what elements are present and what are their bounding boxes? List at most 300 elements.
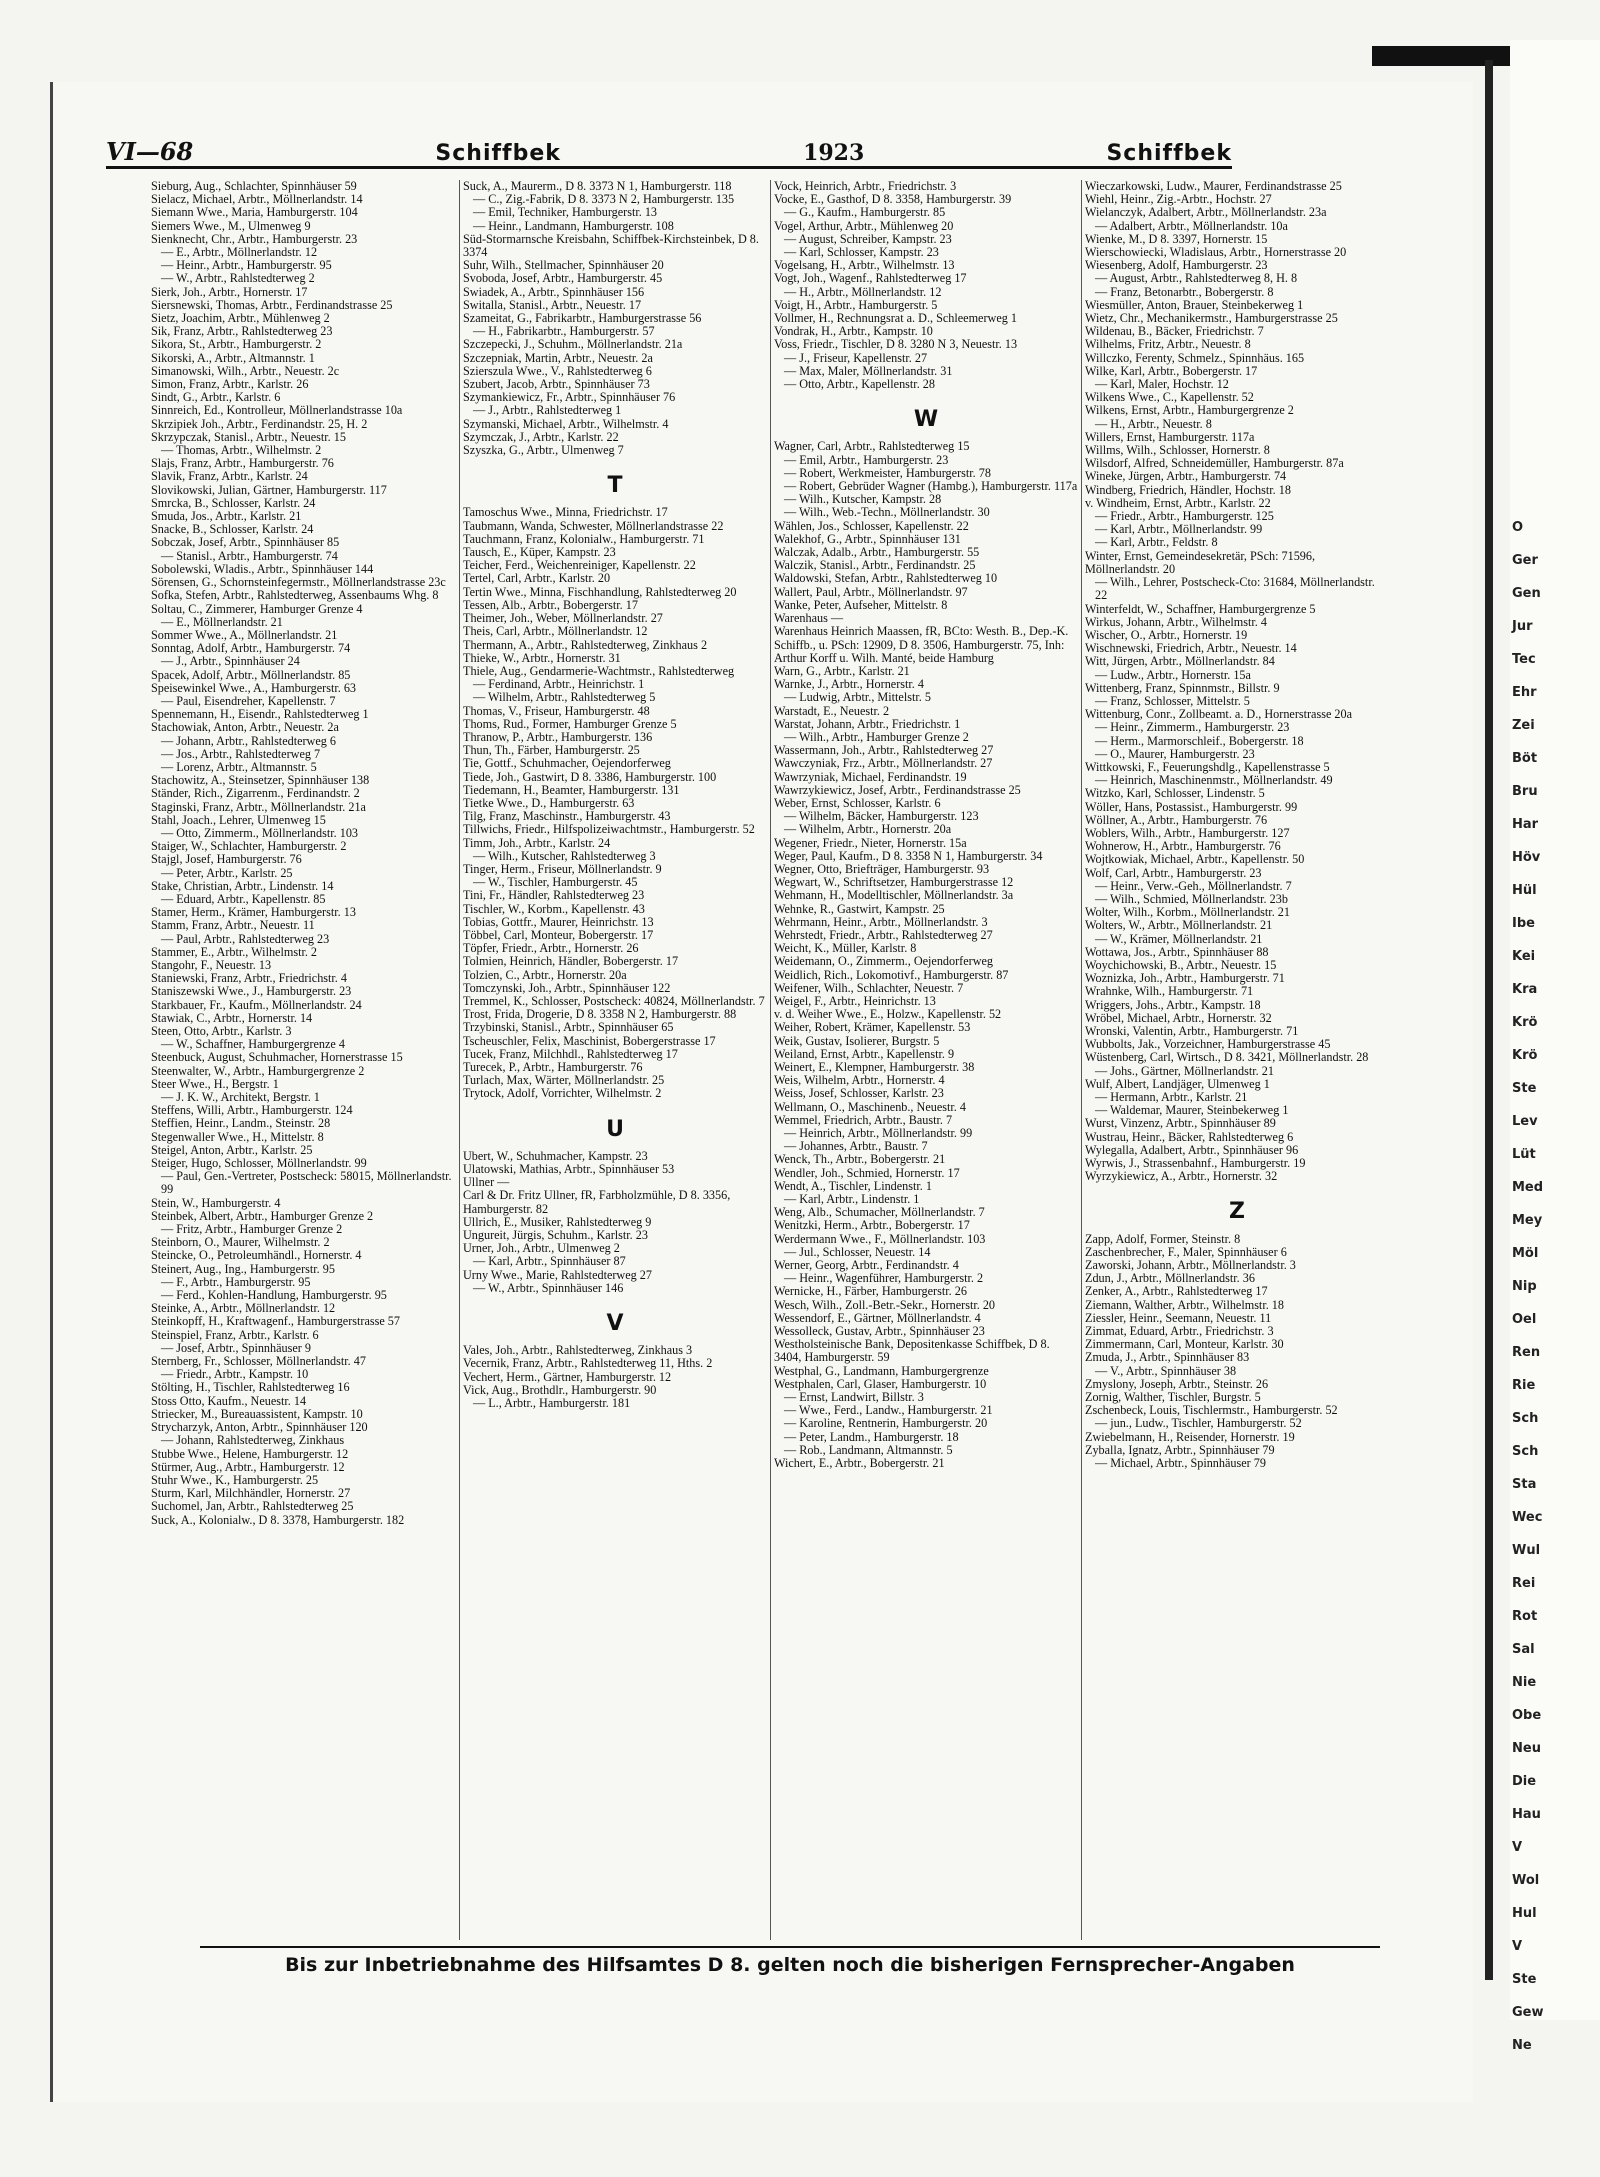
directory-entry: — Thomas, Arbtr., Wilhelmstr. 2 xyxy=(161,443,322,458)
directory-entry: — Heinrich, Maschinenmstr., Möllnerlandstr. 49 xyxy=(1095,773,1333,788)
margin-word: Tec xyxy=(1512,652,1536,667)
directory-entry: Tobias, Gottfr., Maurer, Heinrichstr. 13 xyxy=(463,914,654,929)
directory-entry: Taubmann, Wanda, Schwester, Möllnerlandstrasse 22 xyxy=(463,518,724,533)
directory-entry: Wronski, Valentin, Arbtr., Hamburgerstr. 71 xyxy=(1085,1024,1299,1038)
directory-entry: Szymankiewicz, Fr., Arbtr., Spinnhäuser 76 xyxy=(463,390,676,405)
directory-entry: Speisewinkel Wwe., A., Hamburgerstr. 63 xyxy=(151,680,357,695)
directory-entry: Wyrzykiewicz, A., Arbtr., Hornerstr. 32 xyxy=(1085,1169,1278,1184)
directory-entry: — Heinr., Zimmerm., Hamburgerstr. 23 xyxy=(1095,720,1290,735)
directory-entry: Wildenau, B., Bäcker, Friedrichstr. 7 xyxy=(1085,324,1264,339)
margin-word: Lev xyxy=(1512,1114,1538,1129)
directory-entry: — Wilh., Kutscher, Rahlstedterweg 3 xyxy=(473,848,656,863)
directory-entry: Stoss Otto, Kaufm., Neuestr. 14 xyxy=(151,1393,307,1408)
directory-entry: Steigel, Anton, Arbtr., Karlstr. 25 xyxy=(151,1142,313,1157)
directory-entry: — H., Arbtr., Neuestr. 8 xyxy=(1095,416,1212,431)
directory-entry: — W., Schaffner, Hamburgergrenze 4 xyxy=(161,1037,345,1052)
directory-entry: Ständer, Rich., Zigarrenm., Ferdinandstr. 2 xyxy=(151,786,360,801)
directory-entry: Weidemann, O., Zimmerm., Oejendorferweg xyxy=(774,954,993,969)
directory-entry: Vocke, E., Gasthof, D 8. 3358, Hamburgerstr. 39 xyxy=(774,192,1012,207)
directory-entry: Steenwalter, W., Arbtr., Hamburgergrenze 2 xyxy=(151,1063,365,1078)
directory-entry: Zaschenbrecher, F., Maler, Spinnhäuser 6 xyxy=(1085,1244,1287,1259)
directory-entry: Tremmel, K., Schlosser, Postscheck: 40824, Möllnerlandstr. 7 xyxy=(463,993,765,1008)
directory-entry: Sonntag, Adolf, Arbtr., Hamburgerstr. 74 xyxy=(151,641,351,656)
directory-entry: Svoboda, Josef, Arbtr., Hamburgerstr. 45 xyxy=(463,271,663,286)
directory-entry: Weinert, E., Klempner, Hamburgerstr. 38 xyxy=(774,1060,975,1074)
directory-entry: Theimer, Joh., Weber, Möllnerlandstr. 27 xyxy=(463,611,663,626)
section-letter: V xyxy=(606,1311,624,1337)
directory-entry: — E., Möllnerlandstr. 21 xyxy=(161,614,283,629)
directory-entry: Willers, Ernst, Hamburgerstr. 117a xyxy=(1085,429,1255,444)
header-town-left: Schiffbek xyxy=(435,141,561,166)
directory-entry: Tillwichs, Friedr., Hilfspolizeiwachtmstr., Hamburgerstr. 52 xyxy=(463,822,755,837)
margin-word: Oel xyxy=(1512,1312,1537,1327)
directory-entry: Stachowiak, Anton, Arbtr., Neuestr. 2a xyxy=(151,720,339,735)
margin-word: Höv xyxy=(1512,850,1541,865)
directory-entry: Steenbuck, August, Schuhmacher, Hornerstrasse 15 xyxy=(151,1050,403,1065)
directory-entry: Wessolleck, Gustav, Arbtr., Spinnhäuser 23 xyxy=(774,1324,985,1339)
directory-entry: — Wilh., Web.-Techn., Möllnerlandstr. 30 xyxy=(784,505,990,520)
directory-entry: — Johs., Gärtner, Möllnerlandstr. 21 xyxy=(1095,1063,1274,1078)
directory-entry: Woblers, Wilh., Arbtr., Hamburgerstr. 127 xyxy=(1085,825,1290,840)
directory-entry: — V., Arbtr., Spinnhäuser 38 xyxy=(1095,1363,1237,1378)
directory-entry: Zapp, Adolf, Former, Steinstr. 8 xyxy=(1085,1231,1241,1246)
directory-entry: Turlach, Max, Wärter, Möllnerlandstr. 25 xyxy=(463,1073,665,1088)
directory-entry: Striecker, M., Bureauassistent, Kampstr. 10 xyxy=(151,1406,363,1421)
directory-entry: Szczepecki, J., Schuhm., Möllnerlandstr. 21a xyxy=(463,337,683,352)
margin-word: Rie xyxy=(1512,1378,1536,1393)
directory-entry: Wurst, Vinzenz, Arbtr., Spinnhäuser 89 xyxy=(1085,1116,1276,1131)
directory-entry: Wessendorf, E., Gärtner, Möllnerlandstr. 4 xyxy=(774,1310,981,1325)
directory-entry: Wehmann, H., Modelltischler, Möllnerlandstr. 3a xyxy=(774,888,1014,903)
margin-word: Ger xyxy=(1512,553,1538,568)
directory-entry: Steinbek, Albert, Arbtr., Hamburger Grenze 2 xyxy=(151,1208,374,1223)
directory-entry: Wrahnke, Wilh., Hamburgerstr. 71 xyxy=(1085,984,1254,999)
section-letter: U xyxy=(606,1116,624,1142)
directory-entry: Thoms, Rud., Former, Hamburger Grenze 5 xyxy=(463,716,677,731)
directory-entry: — Herm., Marmorschleif., Bobergerstr. 18 xyxy=(1095,733,1304,748)
directory-entry: Wirkus, Johann, Arbtr., Wilhelmstr. 4 xyxy=(1085,614,1267,629)
directory-entry: Sindt, G., Arbtr., Karlstr. 6 xyxy=(151,390,281,405)
margin-word: Sal xyxy=(1512,1642,1535,1657)
directory-entry: Walczak, Adalb., Arbtr., Hamburgerstr. 55 xyxy=(774,545,980,560)
margin-word: Krö xyxy=(1512,1048,1538,1063)
directory-entry: Westphalen, Carl, Glaser, Hamburgerstr. 10 xyxy=(774,1376,987,1391)
directory-entry: Timm, Joh., Arbtr., Karlstr. 24 xyxy=(463,835,611,850)
directory-entry: v. d. Weiher Wwe., E., Holzw., Kapellenstr. 52 xyxy=(774,1007,1002,1022)
margin-word: Kei xyxy=(1512,949,1536,964)
directory-entry: Tini, Fr., Händler, Rahlstedterweg 23 xyxy=(463,888,645,903)
directory-entry: Ungureit, Jürgis, Schuhm., Karlstr. 23 xyxy=(463,1228,648,1243)
directory-entry: — Wilhelm, Bäcker, Hamburgerstr. 123 xyxy=(784,809,979,824)
directory-entry: Wehnke, R., Gastwirt, Kampstr. 25 xyxy=(774,901,945,916)
directory-entry: — Karoline, Rentnerin, Hamburgerstr. 20 xyxy=(784,1416,988,1431)
margin-word: Sch xyxy=(1512,1411,1539,1426)
directory-entry: Weicht, K., Müller, Karlstr. 8 xyxy=(774,941,917,956)
directory-entry: — Ferdinand, Arbtr., Heinrichstr. 1 xyxy=(473,677,645,692)
directory-entry: — Emil, Arbtr., Hamburgerstr. 23 xyxy=(784,452,949,467)
directory-entry: Wenitzki, Herm., Arbtr., Bobergerstr. 17 xyxy=(774,1218,970,1233)
directory-entry: Witt, Jürgen, Arbtr., Möllnerlandstr. 84 xyxy=(1085,654,1275,669)
directory-entry: — W., Arbtr., Rahlstedterweg 2 xyxy=(161,271,315,286)
directory-entry: Wietz, Chr., Mechanikermstr., Hamburgerstrasse 25 xyxy=(1085,311,1338,326)
directory-entry: — W., Krämer, Möllnerlandstr. 21 xyxy=(1095,931,1263,946)
directory-entry: Sielacz, Michael, Arbtr., Möllnerlandstr. 14 xyxy=(151,192,363,207)
directory-entry: Wilkens Wwe., C., Kapellenstr. 52 xyxy=(1085,390,1254,405)
directory-entry: Voigt, H., Arbtr., Hamburgerstr. 5 xyxy=(774,297,938,312)
directory-entry: Wellmann, O., Maschinenb., Neuestr. 4 xyxy=(774,1099,966,1114)
directory-entry: Westholsteinische Bank, Depositenkasse Schiffbek, D 8. 3404, Hamburgerstr. 59 xyxy=(774,1337,1050,1365)
directory-entry: — Jul., Schlosser, Neuestr. 14 xyxy=(784,1244,931,1259)
directory-entry: Sienknecht, Chr., Arbtr., Hamburgerstr. 23 xyxy=(151,231,358,246)
margin-word: V xyxy=(1512,1939,1523,1954)
margin-word: Med xyxy=(1512,1180,1544,1195)
directory-entry: Carl & Dr. Fritz Ullner, fR, Farbholzmühle, D 8. 3356, Hamburgerstr. 82 xyxy=(463,1188,731,1216)
directory-entry: Weng, Alb., Schumacher, Möllnerlandstr. 7 xyxy=(774,1205,985,1220)
directory-entry: Siersnewski, Thomas, Arbtr., Ferdinandstrasse 25 xyxy=(151,297,393,312)
directory-entry: Stake, Christian, Arbtr., Lindenstr. 14 xyxy=(151,878,334,893)
directory-entry: Soltau, C., Zimmerer, Hamburger Grenze 4 xyxy=(151,601,363,616)
directory-entry: Zenker, A., Arbtr., Rahlstedterweg 17 xyxy=(1085,1284,1268,1299)
margin-word: Hül xyxy=(1512,883,1537,898)
directory-entry: Zmyslony, Joseph, Arbtr., Steinstr. 26 xyxy=(1085,1376,1269,1391)
directory-entry: Simanowski, Wilh., Arbtr., Neuestr. 2c xyxy=(151,363,340,378)
directory-entry: Warn, G., Arbtr., Karlstr. 21 xyxy=(774,663,910,678)
directory-entry: Tiedemann, H., Beamter, Hamburgerstr. 131 xyxy=(463,782,680,797)
margin-word: Rei xyxy=(1512,1576,1536,1591)
directory-entry: Warstadt, E., Neuestr. 2 xyxy=(774,703,890,718)
directory-entry: Wählen, Jos., Schlosser, Kapellenstr. 22 xyxy=(774,518,969,533)
directory-entry: — Ludw., Arbtr., Hornerstr. 15a xyxy=(1095,667,1251,682)
directory-entry: — Paul, Arbtr., Rahlstedterweg 23 xyxy=(161,931,330,946)
directory-entry: — Robert, Gebrüder Wagner (Hambg.), Hamburgerstr. 117a xyxy=(784,479,1078,494)
directory-entry: Siemann Wwe., Maria, Hamburgerstr. 104 xyxy=(151,205,358,220)
directory-entry: Smuda, Jos., Arbtr., Karlstr. 21 xyxy=(151,509,302,524)
directory-entry: Wiehl, Heinr., Zig.-Arbtr., Hochstr. 27 xyxy=(1085,192,1272,207)
directory-entry: — Franz, Schlosser, Mittelstr. 5 xyxy=(1095,693,1250,708)
directory-entry: Steinspiel, Franz, Arbtr., Karlstr. 6 xyxy=(151,1327,319,1342)
margin-word: Gen xyxy=(1512,586,1541,601)
margin-word: Ibe xyxy=(1512,916,1535,931)
directory-entry: Steen, Otto, Arbtr., Karlstr. 3 xyxy=(151,1024,292,1038)
directory-entry: — Wilh., Kutscher, Kampstr. 28 xyxy=(784,492,942,507)
directory-entry: Vock, Heinrich, Arbtr., Friedrichstr. 3 xyxy=(774,180,957,193)
directory-entry: Woychichowski, B., Arbtr., Neuestr. 15 xyxy=(1085,957,1277,972)
margin-word: Krö xyxy=(1512,1015,1538,1030)
directory-entry: Skrzypczak, Stanisl., Arbtr., Neuestr. 15 xyxy=(151,429,346,444)
directory-entry: v. Windheim, Ernst, Arbtr., Karlstr. 22 xyxy=(1085,495,1271,510)
directory-entry: Wylegalla, Adalbert, Arbtr., Spinnhäuser 96 xyxy=(1085,1142,1299,1157)
directory-entry: Weigel, F., Arbtr., Heinrichstr. 13 xyxy=(774,993,936,1008)
directory-entry: Többel, Carl, Monteur, Bobergerstr. 17 xyxy=(463,927,654,942)
directory-entry: — Friedr., Arbtr., Hamburgerstr. 125 xyxy=(1095,509,1274,524)
directory-entry: Thieke, W., Arbtr., Hornerstr. 31 xyxy=(463,650,621,665)
margin-word: Kra xyxy=(1512,982,1538,997)
section-letter: Z xyxy=(1229,1199,1245,1225)
directory-entry: Wielanczyk, Adalbert, Arbtr., Möllnerlandstr. 23a xyxy=(1085,205,1327,220)
directory-entry: — Peter, Landm., Hamburgerstr. 18 xyxy=(784,1429,959,1444)
directory-entry: Szymanski, Michael, Arbtr., Wilhelmstr. 4 xyxy=(463,416,669,431)
directory-entry: Turecek, P., Arbtr., Hamburgerstr. 76 xyxy=(463,1060,643,1074)
directory-entry: — J. K. W., Architekt, Bergstr. 1 xyxy=(161,1090,320,1105)
directory-entry: — Paul, Gen.-Vertreter, Postscheck: 58015, Möllnerlandstr. 99 xyxy=(161,1169,452,1197)
margin-word: Gew xyxy=(1512,2005,1544,2020)
directory-entry: Smrcka, B., Schlosser, Karlstr. 24 xyxy=(151,495,316,510)
directory-entry: Warstat, Johann, Arbtr., Friedrichstr. 1 xyxy=(774,716,961,731)
scan-gutter-bar xyxy=(1485,60,1493,1980)
directory-entry: Vales, Joh., Arbtr., Rahlstedterweg, Zinkhaus 3 xyxy=(463,1343,693,1358)
directory-entry: Szyszka, G., Arbtr., Ulmenweg 7 xyxy=(463,443,624,458)
directory-entry: — H., Arbtr., Möllnerlandstr. 12 xyxy=(784,284,942,299)
directory-entry: Zornig, Walther, Tischler, Burgstr. 5 xyxy=(1085,1390,1261,1405)
margin-word: Rot xyxy=(1512,1609,1538,1624)
directory-entry: Wulf, Albert, Landjäger, Ulmenweg 1 xyxy=(1085,1076,1270,1091)
directory-entry: Theis, Carl, Arbtr., Möllnerlandstr. 12 xyxy=(463,624,648,639)
directory-entry: Wichert, E., Arbtr., Bobergerstr. 21 xyxy=(774,1456,945,1471)
directory-entry: Weiher, Robert, Krämer, Kapellenstr. 53 xyxy=(774,1020,971,1035)
directory-entry: Wottawa, Jos., Arbtr., Spinnhäuser 88 xyxy=(1085,944,1269,959)
directory-entry: Trytock, Adolf, Vorrichter, Wilhelmstr. 2 xyxy=(463,1086,662,1101)
directory-entry: Wawrzyniak, Michael, Ferdinandstr. 19 xyxy=(774,769,967,784)
directory-entry: — G., Kaufm., Hamburgerstr. 85 xyxy=(784,205,946,220)
directory-entry: Stachowitz, A., Steinsetzer, Spinnhäuser 138 xyxy=(151,773,370,788)
directory-entry: Wilhelms, Fritz, Arbtr., Neuestr. 8 xyxy=(1085,337,1251,352)
directory-entry: Stubbe Wwe., Helene, Hamburgerstr. 12 xyxy=(151,1446,349,1461)
directory-entry: — Emil, Techniker, Hamburgerstr. 13 xyxy=(473,205,658,220)
directory-entry: Werner, Georg, Arbtr., Ferdinandstr. 4 xyxy=(774,1258,959,1273)
directory-entry: Stein, W., Hamburgerstr. 4 xyxy=(151,1195,281,1210)
directory-entry: — Josef, Arbtr., Spinnhäuser 9 xyxy=(161,1340,311,1355)
margin-word: Obe xyxy=(1512,1708,1542,1723)
directory-entry: Wierschowiecki, Wladislaus, Arbtr., Hornerstrasse 20 xyxy=(1085,245,1347,260)
directory-column-3 xyxy=(770,180,1081,1940)
directory-entry: Wubbolts, Jak., Vorzeichner, Hamburgerstrasse 45 xyxy=(1085,1037,1331,1052)
directory-entry: Trost, Frida, Drogerie, D 8. 3358 N 2, Hamburgerstr. 88 xyxy=(463,1007,737,1022)
section-letter: W xyxy=(913,407,939,433)
directory-entry: Teicher, Ferd., Weichenreiniger, Kapellenstr. 22 xyxy=(463,558,696,573)
adjacent-page-strip xyxy=(1510,40,1600,2020)
directory-entry: Wiesmüller, Anton, Brauer, Steinbekerweg 1 xyxy=(1085,297,1304,312)
directory-entry: Thiele, Aug., Gendarmerie-Wachtmstr., Rahlstedterweg xyxy=(463,663,735,678)
directory-entry: Staiger, W., Schlachter, Hamburgerstr. 2 xyxy=(151,839,347,854)
directory-entry: Steincke, O., Petroleumhändl., Hornerstr. 4 xyxy=(151,1248,362,1263)
directory-entry: Stürmer, Aug., Arbtr., Hamburgerstr. 12 xyxy=(151,1459,345,1474)
directory-entry: Sofka, Stefen, Arbtr., Rahlstedterweg, Assenbaums Whg. 8 xyxy=(151,588,439,603)
directory-entry: Sobczak, Josef, Arbtr., Spinnhäuser 85 xyxy=(151,535,340,550)
directory-entry: — Fritz, Arbtr., Hamburger Grenze 2 xyxy=(161,1222,343,1237)
directory-entry: Slavik, Franz, Arbtr., Karlstr. 24 xyxy=(151,469,308,484)
directory-column-4 xyxy=(1081,180,1392,1940)
directory-entry: Wernicke, H., Färber, Hamburgerstr. 26 xyxy=(774,1284,967,1299)
directory-entry: Tertel, Carl, Arbtr., Karlstr. 20 xyxy=(463,571,611,586)
directory-entry: Switalla, Stanisl., Arbtr., Neuestr. 17 xyxy=(463,297,642,312)
directory-entry: Snacke, B., Schlosser, Karlstr. 24 xyxy=(151,522,314,537)
directory-entry: Weger, Paul, Kaufm., D 8. 3358 N 1, Hamburgerstr. 34 xyxy=(774,848,1043,863)
directory-entry: — Friedr., Arbtr., Kampstr. 10 xyxy=(161,1367,309,1382)
margin-word: Ste xyxy=(1512,1972,1537,1987)
directory-entry: — Lorenz, Arbtr., Altmannstr. 5 xyxy=(161,759,317,774)
directory-entry: — Johannes, Arbtr., Baustr. 7 xyxy=(784,1139,928,1154)
directory-entry: Wöllner, A., Arbtr., Hamburgerstr. 76 xyxy=(1085,812,1268,827)
directory-entry: — Ernst, Landwirt, Billstr. 3 xyxy=(784,1390,924,1405)
directory-entry: Warenhaus — xyxy=(774,611,844,626)
margin-word: Mey xyxy=(1512,1213,1543,1228)
directory-column-2 xyxy=(459,180,770,1940)
directory-entry: Staginski, Franz, Arbtr., Möllnerlandstr. 21a xyxy=(151,799,366,814)
directory-entry: Ziessler, Heinr., Seemann, Neuestr. 11 xyxy=(1085,1310,1272,1325)
directory-entry: Warenhaus Heinrich Maassen, fR, BCto: Westh. B., Dep.-K. Schiffb., u. PSch: 12909, D 8. 3506, Hamburgerstr. 75, Inh: Arthur Korff u. Wilh. Manté, beide Hamburg xyxy=(774,624,1069,665)
directory-entry: Starkbauer, Fr., Kaufm., Möllnerlandstr. 24 xyxy=(151,997,362,1012)
directory-entry: Wilsdorf, Alfred, Schneidemüller, Hamburgerstr. 87a xyxy=(1085,456,1344,471)
directory-entry: — Michael, Arbtr., Spinnhäuser 79 xyxy=(1095,1456,1266,1471)
directory-entry: Vogelsang, H., Arbtr., Wilhelmstr. 13 xyxy=(774,258,955,273)
directory-entry: Weifener, Wilh., Schlachter, Neuestr. 7 xyxy=(774,980,964,995)
directory-entry: Vogt, Joh., Wagenf., Rahlstedterweg 17 xyxy=(774,271,967,286)
directory-entry: Suchomel, Jan, Arbtr., Rahlstedterweg 25 xyxy=(151,1499,354,1514)
directory-entry: Tamoschus Wwe., Minna, Friedrichstr. 17 xyxy=(463,505,668,520)
directory-entry: Ziemann, Walther, Arbtr., Wilhelmstr. 18 xyxy=(1085,1297,1284,1312)
directory-entry: Vogel, Arthur, Arbtr., Mühlenweg 20 xyxy=(774,218,954,233)
directory-entry: Staniewski, Franz, Arbtr., Friedrichstr. 4 xyxy=(151,971,347,986)
directory-entry: Süd-Stormarnsche Kreisbahn, Schiffbek-Kirchsteinbek, D 8. 3374 xyxy=(463,231,759,260)
directory-entry: — August, Schreiber, Kampstr. 23 xyxy=(784,231,952,246)
directory-entry: — Otto, Arbtr., Kapellenstr. 28 xyxy=(784,377,935,392)
directory-entry: Siemers Wwe., M., Ulmenweg 9 xyxy=(151,218,311,233)
directory-entry: — Max, Maler, Möllnerlandstr. 31 xyxy=(784,363,953,378)
directory-entry: Wendt, A., Tischler, Lindenstr. 1 xyxy=(774,1178,932,1193)
directory-entry: Wallert, Paul, Arbtr., Möllnerlandstr. 97 xyxy=(774,584,968,599)
directory-entry: Wittenberg, Franz, Spinnmstr., Billstr. 9 xyxy=(1085,680,1280,695)
directory-entry: — Wilh., Schmied, Möllnerlandstr. 23b xyxy=(1095,891,1288,906)
directory-entry: Sikora, St., Arbtr., Hamburgerstr. 2 xyxy=(151,337,322,352)
directory-entry: Weber, Ernst, Schlosser, Karlstr. 6 xyxy=(774,795,941,810)
directory-entry: Steinborn, O., Maurer, Wilhelmstr. 2 xyxy=(151,1235,330,1250)
directory-entry: Waldowski, Stefan, Arbtr., Rahlstedterweg 10 xyxy=(774,571,998,586)
directory-entry: Urner, Joh., Arbtr., Ulmenweg 2 xyxy=(463,1241,620,1256)
margin-word: Hul xyxy=(1512,1906,1537,1921)
directory-entry: Szymczak, J., Arbtr., Karlstr. 22 xyxy=(463,429,619,444)
directory-entry: Vecernik, Franz, Arbtr., Rahlstedterweg 11, Hths. 2 xyxy=(463,1356,713,1371)
directory-entry: Woznizka, Joh., Arbtr., Hamburgerstr. 71 xyxy=(1085,971,1285,986)
directory-entry: Sommer Wwe., A., Möllnerlandstr. 21 xyxy=(151,627,338,642)
directory-entry: Warnke, J., Arbtr., Hornerstr. 4 xyxy=(774,677,924,692)
directory-entry: Stahl, Joach., Lehrer, Ulmenweg 15 xyxy=(151,812,326,827)
directory-entry: Szubert, Jacob, Arbtr., Spinnhäuser 73 xyxy=(463,377,650,392)
directory-entry: Tolzien, C., Arbtr., Hornerstr. 20a xyxy=(463,967,627,982)
directory-entry: Zyballa, Ignatz, Arbtr., Spinnhäuser 79 xyxy=(1085,1442,1275,1457)
margin-word: Nip xyxy=(1512,1279,1537,1294)
directory-entry: Weik, Gustav, Isolierer, Burgstr. 5 xyxy=(774,1033,940,1048)
directory-entry: Wemmel, Friedrich, Arbtr., Baustr. 7 xyxy=(774,1112,953,1127)
directory-entry: Wischnewski, Friedrich, Arbtr., Neuestr. 14 xyxy=(1085,641,1297,656)
directory-entry: — Heinr., Landmann, Hamburgerstr. 108 xyxy=(473,218,674,233)
directory-entry: Willms, Wilh., Schlosser, Hornerstr. 8 xyxy=(1085,443,1270,458)
directory-entry: Slajs, Franz, Arbtr., Hamburgerstr. 76 xyxy=(151,456,334,471)
margin-word: Lüt xyxy=(1512,1147,1536,1162)
directory-entry: — W., Arbtr., Spinnhäuser 146 xyxy=(473,1280,624,1295)
directory-entry: Wöller, Hans, Postassist., Hamburgerstr. 99 xyxy=(1085,799,1298,814)
margin-word: Böt xyxy=(1512,751,1538,766)
directory-entry: — Franz, Betonarbtr., Bobergerstr. 8 xyxy=(1095,284,1274,299)
directory-entry: Steffens, Willi, Arbtr., Hamburgerstr. 124 xyxy=(151,1103,353,1118)
directory-entry: Steiger, Hugo, Schlosser, Möllnerlandstr. 99 xyxy=(151,1156,367,1171)
directory-entry: Wüstenberg, Carl, Wirtsch., D 8. 3421, Möllnerlandstr. 28 xyxy=(1085,1050,1369,1065)
directory-entry: Stawiak, C., Arbtr., Hornerstr. 14 xyxy=(151,1010,313,1025)
directory-entry: Tomczynski, Joh., Arbtr., Spinnhäuser 122 xyxy=(463,980,671,995)
directory-entry: Tietke Wwe., D., Hamburgerstr. 63 xyxy=(463,795,635,810)
directory-entry: Stangohr, F., Neuestr. 13 xyxy=(151,957,272,972)
directory-entry: — Otto, Zimmerm., Möllnerlandstr. 103 xyxy=(161,825,359,840)
directory-entry: Stamm, Franz, Arbtr., Neuestr. 11 xyxy=(151,918,315,933)
margin-word: Ehr xyxy=(1512,685,1537,700)
directory-entry: Wolter, Wilh., Korbm., Möllnerlandstr. 21 xyxy=(1085,905,1290,920)
directory-entry: Wehrstedt, Friedr., Arbtr., Rahlstedterweg 27 xyxy=(774,927,993,942)
directory-entry: Wegwart, W., Schriftsetzer, Hamburgerstrasse 12 xyxy=(774,875,1014,890)
directory-entry: — Adalbert, Arbtr., Möllnerlandstr. 10a xyxy=(1095,218,1288,233)
directory-entry: Sik, Franz, Arbtr., Rahlstedterweg 23 xyxy=(151,324,333,339)
directory-entry: — Wwe., Ferd., Landw., Hamburgerstr. 21 xyxy=(784,1403,993,1418)
directory-entry: Suck, A., Maurerm., D 8. 3373 N 1, Hamburgerstr. 118 xyxy=(463,180,732,193)
margin-word: Har xyxy=(1512,817,1539,832)
directory-entry: Tilg, Franz, Maschinstr., Hamburgerstr. 43 xyxy=(463,809,671,824)
margin-word: Ne xyxy=(1512,2038,1532,2053)
directory-entry: Sikorski, A., Arbtr., Altmannstr. 1 xyxy=(151,350,315,365)
directory-entry: Spacek, Adolf, Arbtr., Möllnerlandstr. 85 xyxy=(151,667,351,682)
directory-entry: Wilkens, Ernst, Arbtr., Hamburgergrenze 2 xyxy=(1085,403,1294,418)
directory-entry: Sobolewski, Wladis., Arbtr., Spinnhäuser 144 xyxy=(151,561,374,576)
directory-entry: Wolters, W., Arbtr., Möllnerlandstr. 21 xyxy=(1085,918,1273,933)
margin-word: Nie xyxy=(1512,1675,1537,1690)
directory-entry: Sietz, Joachim, Arbtr., Mühlenweg 2 xyxy=(151,311,330,326)
directory-entry: Urny Wwe., Marie, Rahlstedterweg 27 xyxy=(463,1267,652,1282)
margin-word: Ren xyxy=(1512,1345,1541,1360)
directory-entry: — J., Arbtr., Spinnhäuser 24 xyxy=(161,654,300,669)
directory-entry: — O., Maurer, Hamburgerstr. 23 xyxy=(1095,746,1255,761)
directory-entry: Walczik, Stanisl., Arbtr., Ferdinandstr. 25 xyxy=(774,558,976,573)
directory-entry: Töpfer, Friedr., Arbtr., Hornerstr. 26 xyxy=(463,941,639,956)
directory-entry: Vick, Aug., Brothdlr., Hamburgerstr. 90 xyxy=(463,1382,657,1397)
directory-entry: Vollmer, H., Rechnungsrat a. D., Schleemerweg 1 xyxy=(774,311,1017,326)
margin-word: Sch xyxy=(1512,1444,1539,1459)
directory-entry: Winter, Ernst, Gemeindesekretär, PSch: 71596, Möllnerlandstr. 20 xyxy=(1085,548,1316,576)
directory-entry: Stammer, E., Arbtr., Wilhelmstr. 2 xyxy=(151,944,318,959)
directory-entry: Windberg, Friedrich, Händler, Hochstr. 18 xyxy=(1085,482,1291,497)
directory-entry: Slovikowski, Julian, Gärtner, Hamburgerstr. 117 xyxy=(151,482,387,497)
directory-entry: Stajgl, Josef, Hamburgerstr. 76 xyxy=(151,852,302,867)
directory-entry: — Waldemar, Maurer, Steinbekerweg 1 xyxy=(1095,1103,1289,1118)
margin-word: Ste xyxy=(1512,1081,1537,1096)
margin-word: O xyxy=(1512,520,1524,535)
directory-entry: Wiesenberg, Adolf, Hamburgerstr. 23 xyxy=(1085,258,1268,273)
directory-entry: Zwiebelmann, H., Reisender, Hornerstr. 19 xyxy=(1085,1429,1295,1444)
directory-entry: Simon, Franz, Arbtr., Karlstr. 26 xyxy=(151,377,309,392)
directory-entry: Tischler, W., Korbm., Kapellenstr. 43 xyxy=(463,901,645,916)
directory-entry: Sinnreich, Ed., Kontrolleur, Möllnerlandstrasse 10a xyxy=(151,403,403,418)
margin-word: Möl xyxy=(1512,1246,1539,1261)
directory-entry: Wojtkowiak, Michael, Arbtr., Kapellenstr. 50 xyxy=(1085,852,1305,867)
directory-entry: Walekhof, G., Arbtr., Spinnhäuser 131 xyxy=(774,531,961,546)
directory-entry: — W., Tischler, Hamburgerstr. 45 xyxy=(473,875,638,890)
directory-entry: Stuhr Wwe., K., Hamburgerstr. 25 xyxy=(151,1472,319,1487)
margin-word: Hau xyxy=(1512,1807,1541,1822)
directory-entry: — Hermann, Arbtr., Karlstr. 21 xyxy=(1095,1090,1248,1105)
directory-entry: Stölting, H., Tischler, Rahlstedterweg 16 xyxy=(151,1380,350,1395)
directory-entry: — E., Arbtr., Möllnerlandstr. 12 xyxy=(161,245,318,260)
directory-entry: Voss, Friedr., Tischler, D 8. 3280 N 3, Neuestr. 13 xyxy=(774,337,1018,352)
margin-word: Wol xyxy=(1512,1873,1540,1888)
directory-entry: — Karl, Maler, Hochstr. 12 xyxy=(1095,377,1229,392)
directory-entry: Steinert, Aug., Ing., Hamburgerstr. 95 xyxy=(151,1261,335,1276)
directory-entry: — Peter, Arbtr., Karlstr. 25 xyxy=(161,865,293,880)
